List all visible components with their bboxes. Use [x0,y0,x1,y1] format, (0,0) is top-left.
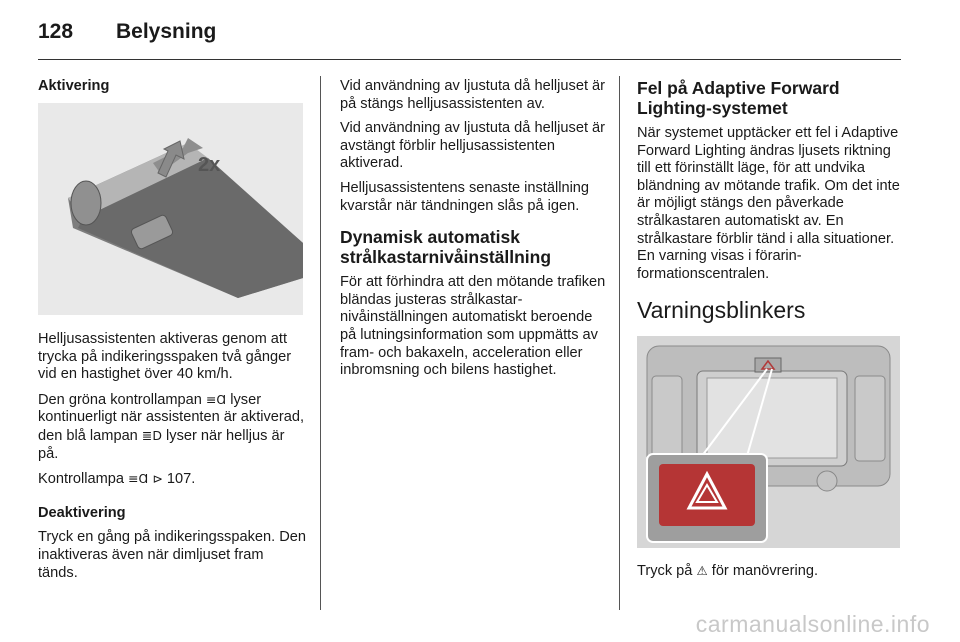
column-2 [340,78,608,387]
page-reference-icon[interactable]: ⊳ [152,471,163,487]
hazard-warning-icon: ⚠ [696,563,708,578]
column-divider [619,76,620,610]
auto-high-beam-icon: ≡Ɑ [205,391,227,407]
text-span: för manövrering. [711,563,819,579]
paragraph: Helljusassistenten aktiveras genom att trycka på indikeringsspaken två gånger vid en hastighet över 40 km/h. [38,331,292,383]
high-beam-icon: ≣D [141,427,162,443]
paragraph [38,391,306,463]
indicator-stalk-illustration [38,103,303,315]
section-heading-afl-fault: Fel på Adaptive Forward Lighting-systemet [637,78,840,118]
paragraph: När systemet upptäcker ett fel i Adaptive Forward Lighting ändras ljusets riktning till ett förinställt läge, för att undvika bländning av mötande trafik. Om det inte är möjligt stängs den påverkade strålkastaren automatiskt av. En strålkastare förblir tänd i alla situationer. En varning visas i förarinformationscentralen. [637,125,900,282]
section-heading-hazard: Varningsblinkers [637,297,806,324]
section-heading-deactivation: Deaktivering [38,504,126,521]
figure-label: 2x [198,154,221,176]
text-span: lyser kontinuerligt när assistenten är aktiverad, den blå lampan [38,391,305,444]
hazard-figure [637,336,900,548]
header-rule [38,59,901,60]
text-span: lyser när helljus är på. [38,427,285,462]
paragraph: Vid användning av ljustuta då helljuset är på stängs helljusassistenten av. [340,78,606,112]
text-span: Kontrollampa [38,471,124,488]
hazard-instruction [637,562,907,588]
column-1 [38,78,306,103]
paragraph: Helljusassistentens senaste inställning kvarstår när tändningen slås på igen. [340,179,590,214]
column-1-body [38,331,306,589]
page-title: Belysning [116,20,217,43]
text-span: Den gröna kontrollampan [38,391,202,408]
section-heading-activation: Aktivering [38,78,110,94]
paragraph [38,470,306,489]
watermark: carmanualsonline.info [695,611,930,637]
column-3 [637,78,907,330]
stalk-figure [38,103,303,315]
page-reference-link[interactable]: 107. [166,471,196,488]
auto-high-beam-icon: ≡Ɑ [128,471,149,487]
paragraph [637,562,907,581]
text-span: Tryck på [637,563,693,579]
dashboard-illustration [637,336,900,548]
page-number: 128 [38,20,74,43]
paragraph: Tryck en gång på indikeringsspaken. Den inaktiveras även när dimljuset fram tänds. [38,529,306,581]
column-divider [320,76,321,610]
paragraph: Vid användning av ljustuta då helljuset är avstängt förblir helljusassistenten aktiverad. [340,120,606,172]
section-heading-leveling: Dynamisk automatisk strålkastarnivåinställning [340,227,552,268]
paragraph: För att förhindra att den mötande trafiken bländas justeras strålkastarnivåinställningen automatiskt beroende på lutningsinformation som uppmätts av fram- och bakaxeln, acceleration eller inbromsning och bilens hastighet. [340,274,606,379]
